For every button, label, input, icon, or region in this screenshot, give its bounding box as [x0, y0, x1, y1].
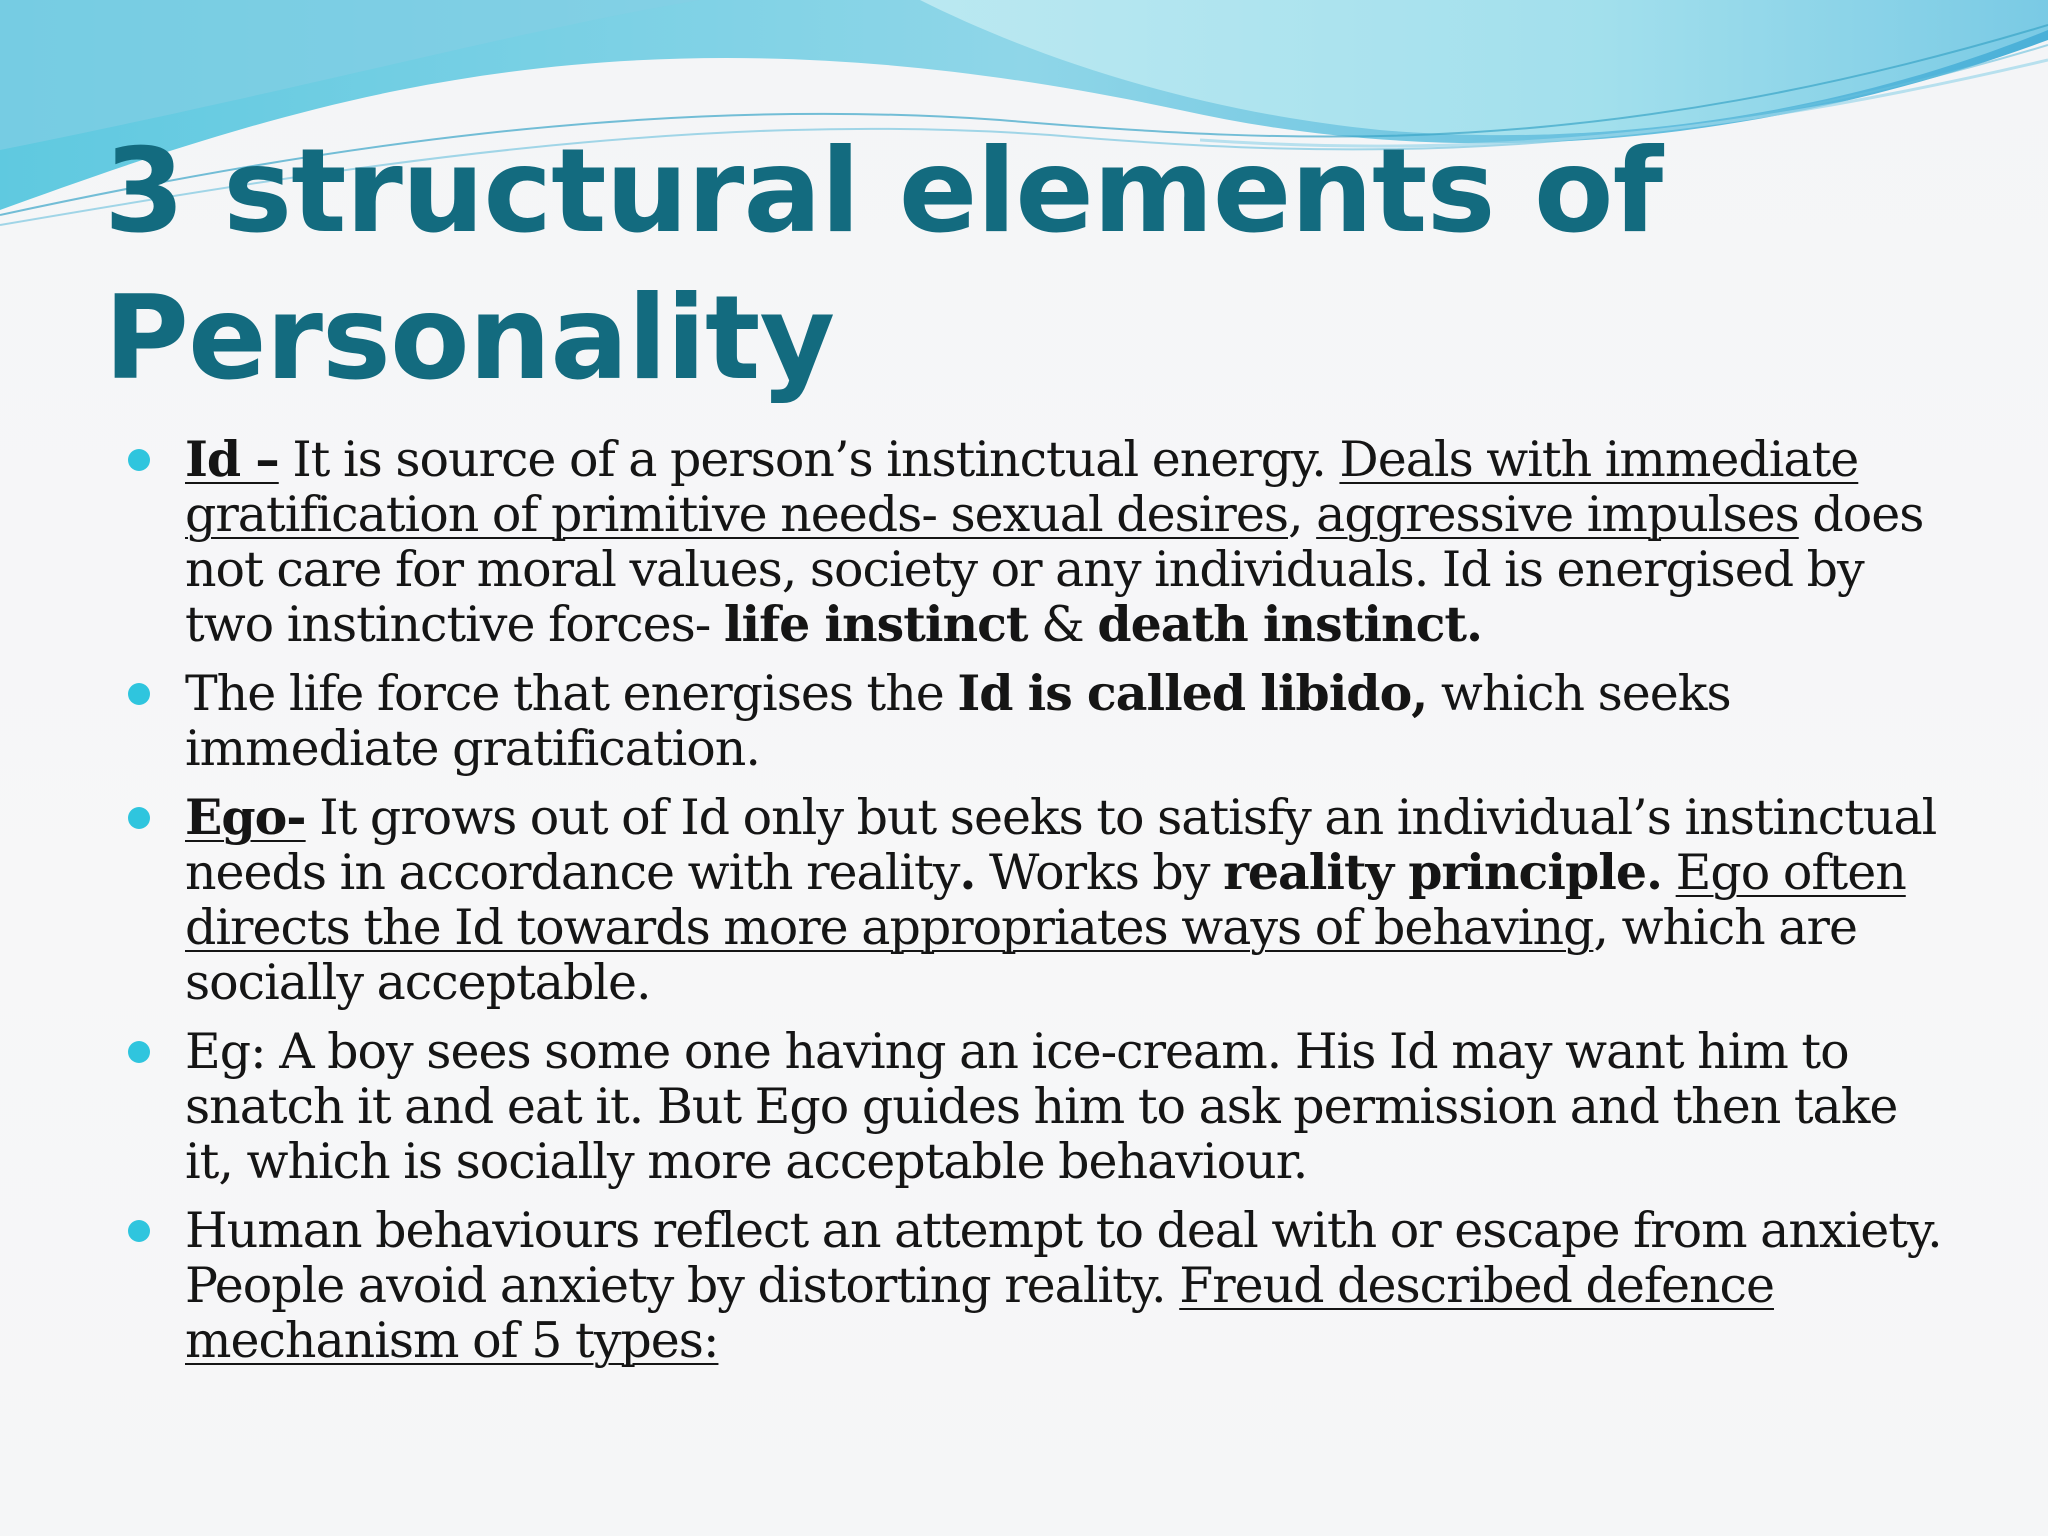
- bullet-dot-icon: [128, 683, 150, 705]
- ego-term: Ego-: [185, 788, 306, 846]
- page-title: 3 structural elements of Personality: [104, 124, 1663, 406]
- ego-text: It grows out of Id only but seeks to satisfy an individual’s instinctual needs in accordance with reality: [185, 789, 1937, 901]
- id-term: Id –: [185, 430, 279, 488]
- bullet-dot-icon: [128, 449, 150, 471]
- wave-band-light: [920, 0, 2048, 135]
- bullet-dot-icon: [128, 807, 150, 829]
- id-life-instinct: life instinct: [723, 595, 1028, 653]
- id-text: It is source of a person’s instinctual energy.: [278, 431, 1340, 488]
- id-text-2: does not care for moral values, society or any individuals. Id is energised by two instinctive forces-: [185, 486, 1924, 653]
- ego-space: [1662, 844, 1676, 901]
- bullet-item-ego: [0, 790, 1945, 1010]
- bullet-item-libido: [0, 666, 1945, 776]
- bullet-dot-icon: [128, 1041, 150, 1063]
- id-death-instinct: death instinct.: [1097, 595, 1483, 653]
- ego-reality-principle: reality principle.: [1223, 843, 1663, 901]
- id-underlined-gratification: Deals with immediate gratification of primitive needs- sexual desires: [185, 431, 1859, 543]
- ego-underlined-directs: Ego often directs the Id towards more appropriates ways of behaving: [185, 844, 1906, 956]
- id-underlined-aggressive: aggressive impulses: [1316, 486, 1799, 543]
- id-comma: ,: [1288, 486, 1317, 543]
- bullet-dot-icon: [128, 1220, 150, 1242]
- example-text: Eg: A boy sees some one having an ice-cream. His Id may want him to snatch it and eat it. But Ego guides him to ask permission and then take it, which is socially more acceptable behaviour.: [185, 1023, 1898, 1190]
- ego-text-2: Works by: [975, 844, 1224, 901]
- bullet-list: [0, 432, 2048, 1368]
- libido-text: The life force that energises the: [185, 665, 958, 722]
- bullet-item-example: [0, 1024, 1945, 1189]
- ego-period: .: [959, 843, 976, 901]
- anxiety-text: Human behaviours reflect an attempt to deal with or escape from anxiety. People avoid anxiety by distorting reality.: [185, 1202, 1942, 1314]
- bullet-item-anxiety: [0, 1203, 1945, 1368]
- libido-text-2: which seeks immediate gratification.: [185, 665, 1731, 777]
- ego-text-3: , which are socially acceptable.: [185, 899, 1857, 1011]
- anxiety-underlined-freud: Freud described defence mechanism of 5 types:: [185, 1257, 1774, 1369]
- libido-bold: Id is called libido,: [957, 664, 1428, 722]
- id-ampersand: &: [1027, 596, 1098, 653]
- bullet-item-id: [0, 432, 1945, 652]
